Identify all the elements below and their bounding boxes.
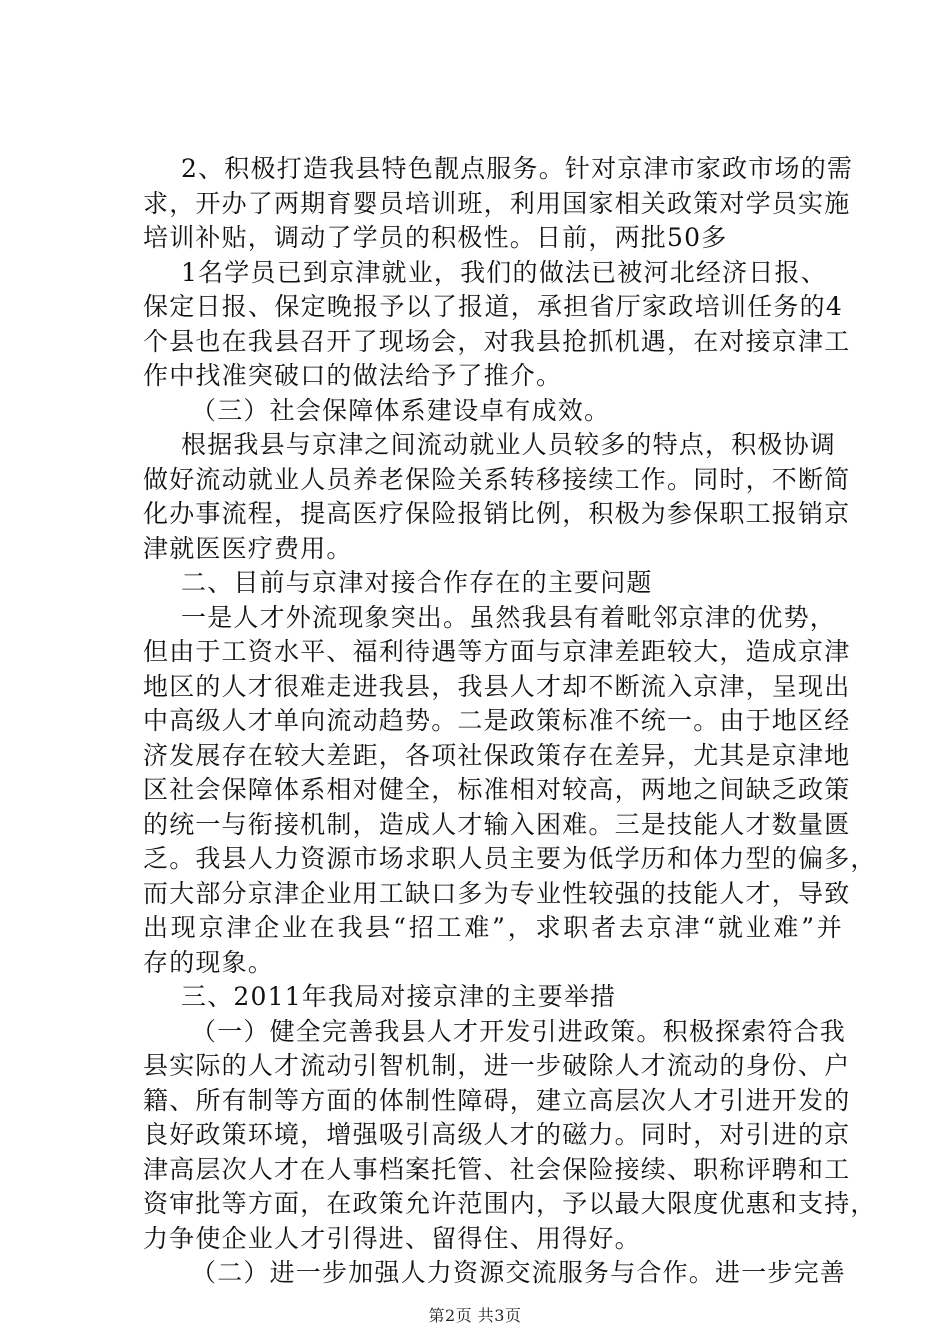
document-body	[143, 152, 877, 1291]
paragraph-line: 出现京津企业在我县“招工难”，求职者去京津“就业难”并	[143, 913, 843, 942]
paragraph-line: 济发展存在较大差距，各项社保政策存在差异，尤其是京津地	[143, 740, 851, 770]
paragraph-line: 良好政策环境，增强吸引高级人才的磁力。同时，对引进的京	[143, 1120, 851, 1149]
paragraph-line: 存的现象。	[143, 947, 275, 977]
paragraph-line: 地区的人才很难走进我县，我县人才却不断流入京津，呈现出	[143, 671, 851, 701]
paragraph-line: 资审批等方面，在政策允许范围内，予以最大限度优惠和支持，	[143, 1189, 877, 1218]
paragraph-line: 2、积极打造我县特色靓点服务。针对京津市家政市场的需	[181, 154, 854, 183]
paragraph-line: 中高级人才单向流动趋势。二是政策标准不统一。由于地区经	[143, 706, 851, 735]
section-heading: （三）社会保障体系建设卓有成效。	[191, 395, 611, 425]
paragraph-line: （一）健全完善我县人才开发引进政策。积极探索符合我	[191, 1016, 847, 1046]
paragraph-line: 求，开办了两期育婴员培训班，利用国家相关政策对学员实施	[143, 188, 851, 218]
paragraph-line: （二）进一步加强人力资源交流服务与合作。进一步完善	[191, 1258, 847, 1287]
paragraph-line: 力争使企业人才引得进、留得住、用得好。	[143, 1223, 641, 1253]
paragraph-line: 1名学员已到京津就业，我们的做法已被河北经济日报、	[181, 257, 827, 287]
section-heading: 二、目前与京津对接合作存在的主要问题	[181, 568, 653, 597]
paragraph-line: 县实际的人才流动引智机制，进一步破除人才流动的身份、户	[143, 1051, 851, 1080]
paragraph-line: 做好流动就业人员养老保险关系转移接续工作。同时，不断简	[143, 464, 851, 494]
section-heading: 三、2011年我局对接京津的主要举措	[181, 982, 617, 1011]
paragraph-line: 培训补贴，调动了学员的积极性。日前，两批50多	[143, 223, 728, 252]
paragraph-line: 区社会保障体系相对健全，标准相对较高，两地之间缺乏政策	[143, 775, 851, 804]
paragraph-line: 保定日报、保定晚报予以了报道，承担省厅家政培训任务的4	[143, 292, 843, 321]
paragraph-line: 的统一与衔接机制，造成人才输入困难。三是技能人才数量匮	[143, 809, 851, 839]
paragraph-line: 个县也在我县召开了现场会，对我县抢抓机遇，在对接京津工	[143, 326, 851, 356]
paragraph-line: 津高层次人才在人事档案托管、社会保险接续、职称评聘和工	[143, 1154, 851, 1184]
paragraph-line: 乏。我县人力资源市场求职人员主要为低学历和体力型的偏多，	[143, 844, 877, 873]
paragraph-line: 一是人才外流现象突出。虽然我县有着毗邻京津的优势，	[181, 602, 837, 632]
paragraph-line: 津就医医疗费用。	[143, 533, 353, 563]
paragraph-line: 根据我县与京津之间流动就业人员较多的特点，积极协调	[181, 430, 837, 459]
paragraph-line: 作中找准突破口的做法给予了推介。	[143, 361, 563, 390]
paragraph-line: 但由于工资水平、福利待遇等方面与京津差距较大，造成京津	[143, 637, 851, 666]
paragraph-line: 籍、所有制等方面的体制性障碍，建立高层次人才引进开发的	[143, 1085, 851, 1115]
paragraph-line: 而大部分京津企业用工缺口多为专业性较强的技能人才，导致	[143, 878, 851, 908]
paragraph-line: 化办事流程，提高医疗保险报销比例，积极为参保职工报销京	[143, 499, 851, 528]
page-number-footer: 第2页 共3页	[428, 1306, 522, 1325]
